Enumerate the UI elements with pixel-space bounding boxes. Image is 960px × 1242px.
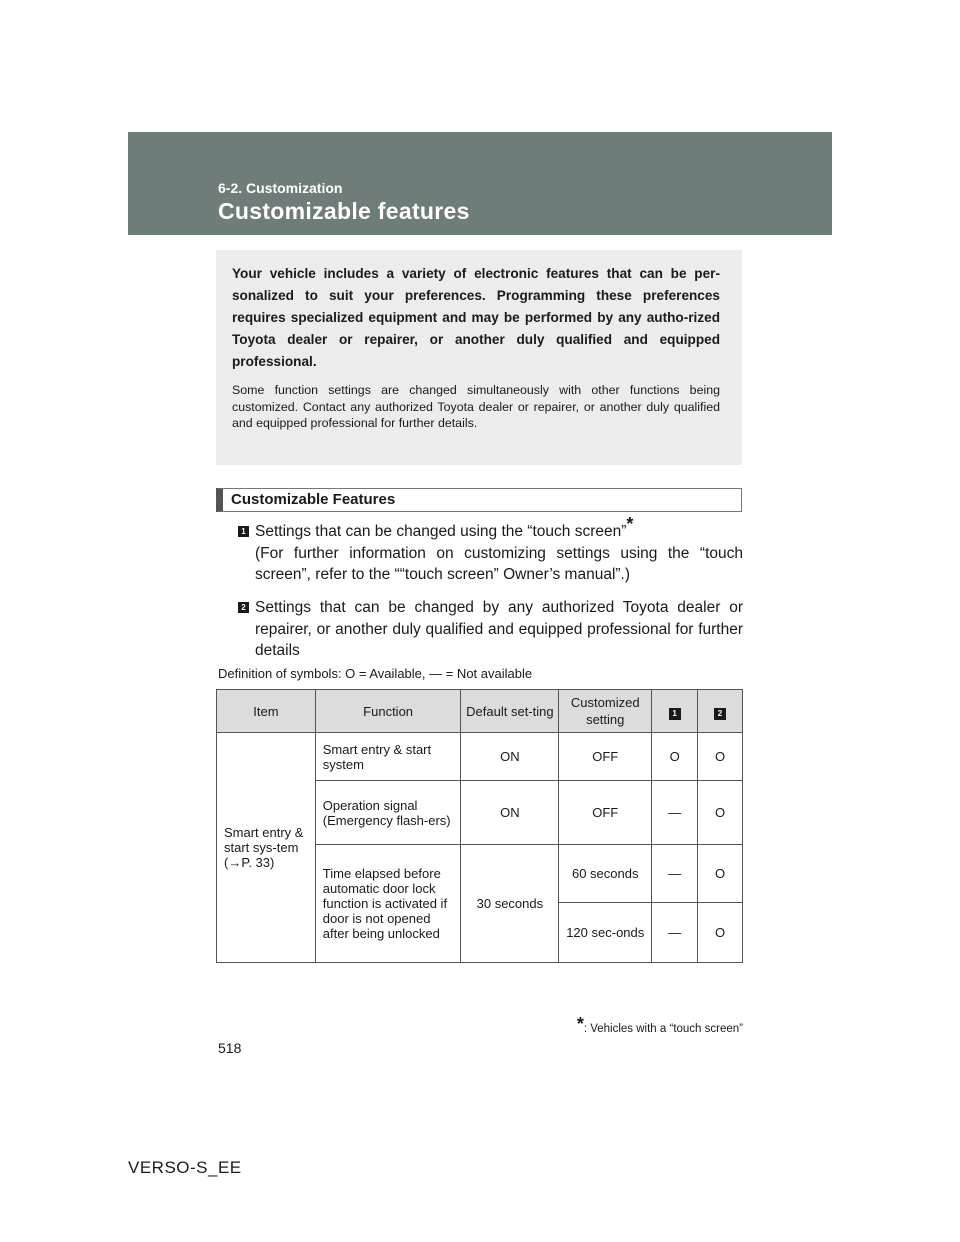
col-1 [652,690,698,733]
function-cell: Time elapsed before automatic door lock function is activated if door is not opened after being unlocked [315,845,461,963]
function-cell: Operation signal (Emergency flash-ers) [315,781,461,845]
page-number: 518 [218,1040,242,1056]
footnote-text: : Vehicles with a “touch screen” [583,1023,743,1035]
bullet-2 [218,597,743,662]
intro-normal-text: Some function settings are changed simultaneously with other functions being customized. Contact any authorized Toyota dealer or repairer, or another duly qualified and equipped professional for further details. [232,383,720,430]
intro-bold-text: Your vehicle includes a variety of electronic features that can be per-sonalized to suit your preferences. Programming these preferences requires specialized equipment and may be performed by any autho-rized Toyota dealer or repairer, or another duly qualified and equipped professional. [232,266,720,369]
definition-line: Definition of symbols: O = Available, — = Not available [218,666,533,681]
bullet-1-text: Settings that can be changed using the “touch screen” [255,523,627,540]
customized-cell: 60 seconds [559,845,652,903]
footnote-asterisk: * [576,1014,584,1034]
bullet-1 [218,514,743,586]
avail-2-cell: O [698,845,743,903]
item-cell: Smart entry & start sys-tem (→P. 33) [217,733,316,963]
number-box-col-2: 2 [714,708,726,720]
document-code: VERSO-S_EE [128,1158,242,1177]
avail-2-cell: O [698,781,743,845]
default-cell: ON [461,733,559,781]
asterisk-mark: * [626,514,634,534]
function-cell: Smart entry & start system [315,733,461,781]
section-heading-text: Customizable Features [231,491,396,508]
bullet-2-text: Settings that can be changed by any authorized Toyota dealer or repairer, or another duly qualified and equipped professional for further details [255,599,743,659]
avail-1-cell: — [652,845,698,903]
avail-1-cell: — [652,781,698,845]
default-cell: 30 seconds [461,845,559,963]
col-default: Default set-ting [461,690,559,733]
bullet-1-note: (For further information on customizing settings using the “touch screen”, refer to the ““touch screen” Owner’s manual”.) [255,544,743,583]
col-item: Item [217,690,316,733]
customized-cell: OFF [559,733,652,781]
intro-box [216,250,742,465]
table-row [217,733,743,781]
settings-table [216,689,743,963]
customized-cell: 120 sec-onds [559,903,652,963]
col-2 [698,690,743,733]
avail-1-cell: — [652,903,698,963]
default-cell: ON [461,781,559,845]
section-label: 6-2. Customization [218,180,343,196]
number-box-2: 2 [238,602,249,613]
avail-1-cell: O [652,733,698,781]
col-customized: Customized setting [559,690,652,733]
avail-2-cell: O [698,733,743,781]
col-function: Function [315,690,461,733]
footnote [540,1014,743,1035]
number-box-col-1: 1 [669,708,681,720]
table-header-row [217,690,743,733]
page-title: Customizable features [218,198,470,224]
avail-2-cell: O [698,903,743,963]
customized-cell: OFF [559,781,652,845]
number-box-1: 1 [238,526,249,537]
section-heading [216,488,742,512]
